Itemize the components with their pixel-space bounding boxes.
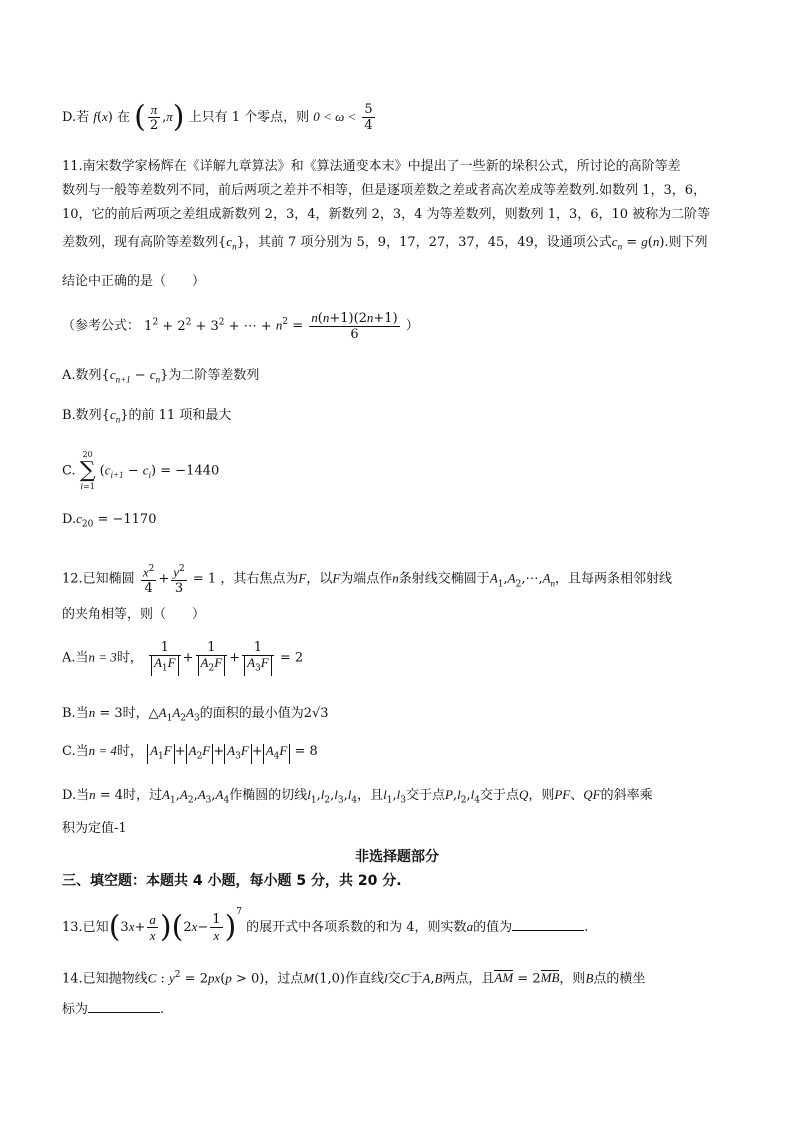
q14-mid2: 作直线 xyxy=(345,971,385,987)
q11-line4-b: ，其前 7 项分别为 5，9，17，27，37，45，49，设通项公式 xyxy=(244,235,612,250)
q12-line1-d: 为端点作 xyxy=(340,571,393,587)
q14-mid6: ，则 xyxy=(559,971,586,987)
q11-line5: 结论中正确的是（ ） xyxy=(62,274,206,289)
q12-option-a: A.当n = 3时， $\frac{1}{A_1F}$ + $\frac{1}{A_2F}$ + $\frac{1}{A_3F}$ = 2 xyxy=(62,640,304,674)
frac-a-over-x: $\frac{a}{x}$ xyxy=(149,912,156,943)
q12-option-c: C.当n = 4时， $A_1F + A_2F + A_3F + A_4F = 8$ xyxy=(62,743,318,762)
q12-option-d-mid3: ，且 xyxy=(357,788,384,803)
q12-option-a-val: = 2 xyxy=(279,650,304,666)
q13: 13.已知(3x+ $\frac{a}{x}$ )(2x− $\frac{1}{x}$ )$^7$ 的展开式中各项系数的和为 4，则实数a的值为 . xyxy=(62,906,589,945)
q11-line3: 10，它的前后两项之差组成新数列 2，3，4，新数列 2，3，4 为等差数列，则数列 1，3，6，10 被称为二阶等 xyxy=(62,207,711,222)
q13-end: . xyxy=(584,920,589,935)
q12-option-d-mid4: 交于点 xyxy=(405,788,445,803)
q12-option-c-val: = 8 xyxy=(294,744,318,759)
q12-option-c-cond: n = 4 xyxy=(88,743,117,758)
q11-line2: 数列与一般等差数列不同，前后两项之差并不相等，但是逐项差数之差或者高次差成等差数列.如数列 1，3，6， xyxy=(62,183,707,198)
q12-option-a-mid: 时， xyxy=(116,650,143,666)
q12-line2: 的夹角相等，则（ ） xyxy=(62,607,206,622)
math-f-x: f xyxy=(93,109,97,124)
q11-line4-a: 差数列，现有高阶等差数列 xyxy=(62,235,219,250)
text-zai: 在 xyxy=(116,110,130,125)
ref-close: ） xyxy=(405,318,419,334)
q11-option-c: C. 20 ∑ i=1 $(c_{i+1} - c_i) = -1440$ xyxy=(62,450,220,491)
q14-line2-text: 标为 xyxy=(62,1002,89,1017)
q11-option-d: $D.c_{20} = -1170$ xyxy=(62,511,157,530)
q14-end: . xyxy=(160,1002,165,1017)
q12-option-d-mid5: 交于点 xyxy=(479,788,519,803)
q12-line1-b: ，其右焦点为 xyxy=(220,571,299,587)
q12-option-d-line2: 积为定值-1 xyxy=(62,821,127,836)
q12-option-b-post: 的面积的最小值为 xyxy=(199,706,304,721)
q12-line1-f: ，且每两条相邻射线 xyxy=(555,571,673,587)
frac-sum-squares: $\frac{n(n+1)(2n+1)}{6}$ xyxy=(311,310,398,342)
q12-option-d-mid1: 时，过 xyxy=(123,788,163,803)
q14-mid5: 两点，且 xyxy=(442,971,495,987)
q12-line1-c: ，以 xyxy=(306,571,333,587)
q12-option-d-mid7: 的斜率乘 xyxy=(600,788,653,803)
non-choice-section-title: 非选择题部分 xyxy=(355,849,439,865)
q11-line4-c: .则下列 xyxy=(664,235,708,250)
fill-in-heading: 三、填空题：本题共 4 小题，每小题 5 分，共 20 分. xyxy=(62,873,402,889)
q12-option-b: B.当n = 3时，$\triangle A_1A_2A_3$的面积的最小值为2√3 xyxy=(62,705,329,724)
q14-mid7: 点的横坐 xyxy=(593,971,646,987)
q11-option-d-pre: D. xyxy=(62,512,77,527)
q10-option-d-cond: 0 < ω < xyxy=(313,109,357,124)
q12-option-d: D.当n = 4时，过$A_1,A_2,A_3,A_4$作椭圆的切线$l_1,l_2,l_3,l_4$，且$l_1,l_3$交于点$P,l_2,l_4$交于点Q，则PF、QF的斜率乘 xyxy=(62,787,653,806)
q12-line1-a: 12.已知椭圆 xyxy=(62,571,135,587)
q12-option-d-mid2: 作椭圆的切线 xyxy=(229,788,308,803)
q14-pre: 14.已知抛物线 xyxy=(62,971,148,987)
q14-answer-blank[interactable] xyxy=(88,1000,160,1013)
q11-reference-formula: （参考公式： $1^2 + 2^2 + 3^2$ + ⋯ + $n^2$ = $\frac{n(n+1)(2n+1)}{6}$ ） xyxy=(62,310,419,342)
q12-option-d-pre: D.当 xyxy=(62,788,90,803)
frac-y2-over-3: $\frac{y^2}{3}$ xyxy=(173,564,185,597)
q12-option-c-mid: 时， xyxy=(116,744,143,759)
q11-option-b-post: 的前 11 项和最大 xyxy=(128,408,232,423)
q11-option-c-pre: C. xyxy=(62,463,76,479)
q11-line1: 11.南宋数学家杨辉在《详解九章算法》和《算法通变本末》中提出了一些新的垛积公式，所讨论的高阶等差 xyxy=(62,159,681,174)
frac-pi-over-2: $\frac{\pi}{2}$ xyxy=(149,102,159,133)
q11-option-d-val: = −1170 xyxy=(97,512,157,527)
q12-option-d-mid6: ，则 xyxy=(528,788,555,803)
q12-option-c-pre: C.当 xyxy=(62,744,89,759)
frac-5-over-4: $\frac{5}{4}$ xyxy=(364,102,373,133)
q14-mid1: ，过点 xyxy=(264,971,304,987)
q13-answer-blank[interactable] xyxy=(512,918,584,931)
q12-option-a-cond: n = 3 xyxy=(88,649,117,665)
q12-option-a-pre: A.当 xyxy=(62,650,89,666)
q12-option-b-mid: 时， xyxy=(122,706,149,721)
frac-x2-over-4: $\frac{x^2}{4}$ xyxy=(142,564,155,597)
q11-option-a: A.数列$\{c_{n+1} - c_n\}$为二阶等差数列 xyxy=(62,367,260,385)
q11-option-a-pre: A.数列 xyxy=(62,368,102,383)
q11-line4: 差数列，现有高阶等差数列$\{c_n\}$，其前 7 项分别为 5，9，17，27，37，45，49，设通项公式$c_n = g(n)$.则下列 xyxy=(62,234,708,252)
q11-option-c-val: = −1440 xyxy=(160,463,220,479)
summation-sign: 20 ∑ i=1 xyxy=(79,450,96,491)
q11-option-b: B.数列$\{c_n\}$的前 11 项和最大 xyxy=(62,407,232,425)
q13-post2: 的值为 xyxy=(473,920,513,935)
q10-option-d-mid: 上只有 1 个零点，则 xyxy=(188,110,310,125)
q14-mid3: 交 xyxy=(387,971,401,987)
q12-line1: 12.已知椭圆 $\frac{x^2}{4}$ + $\frac{y^2}{3}$ = 1 ，其右焦点为F，以F为端点作n条射线交椭圆于$A_1,A_2,\cdots,A_n$，且每两条相邻射线 xyxy=(62,564,673,597)
q11-option-a-post: 为二阶等差数列 xyxy=(168,368,260,383)
q10-option-d-prefix: D.若 xyxy=(62,110,90,125)
q14-mid4: 于 xyxy=(409,971,423,987)
q14-line2 xyxy=(62,1000,164,1019)
q14-line1: 14.已知抛物线C : $y^2 = 2px(p > 0)$，过点M(1,0)作直线l交C于A,B两点，且AM = 2MB，则B点的横坐 xyxy=(62,970,646,987)
q13-pre: 13.已知 xyxy=(62,920,109,935)
q12-line1-e: 条射线交椭圆于 xyxy=(398,571,490,587)
q11-option-b-pre: B.数列 xyxy=(62,408,102,423)
q10-option-d: D.若 f(x) 在 ( $\frac{\pi}{2}$ ,π) 上只有 1 个零点，则 0 < ω < $\frac{5}{4}$ xyxy=(62,99,373,135)
q13-post: 的展开式中各项系数的和为 4，则实数 xyxy=(246,920,467,935)
frac-1-over-x: $\frac{1}{x}$ xyxy=(212,912,221,943)
ref-open: （参考公式： xyxy=(62,318,141,334)
q12-option-b-pre: B.当 xyxy=(62,706,89,721)
